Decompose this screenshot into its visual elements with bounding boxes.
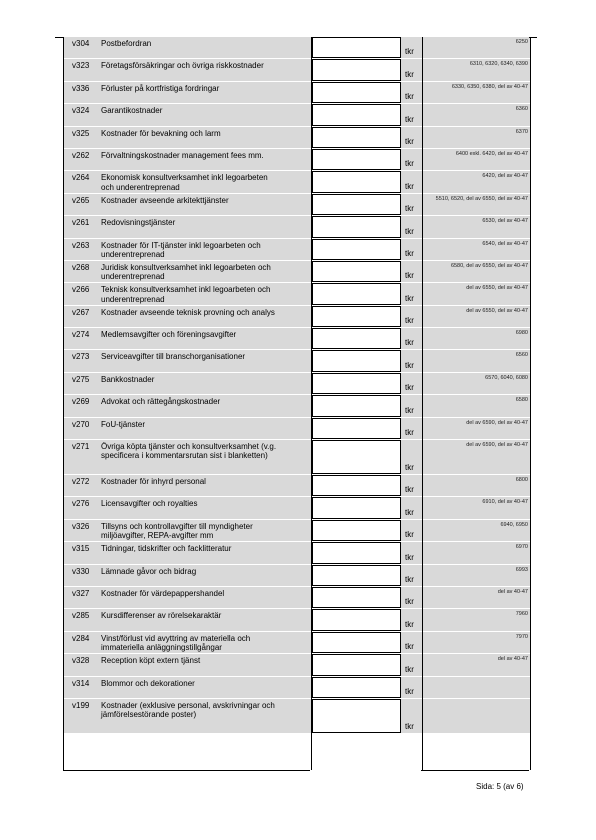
amount-input[interactable] bbox=[312, 239, 401, 260]
row-description: Ekonomisk konsultverksamhet inkl legoarbeten och underentreprenad bbox=[101, 173, 268, 192]
row-description: Medlemsavgifter och föreningsavgifter bbox=[101, 330, 237, 340]
row-code: v330 bbox=[72, 566, 90, 576]
row-description: Kostnader (exklusive personal, avskrivningar och jämförelsestörande poster) bbox=[101, 700, 275, 720]
table-row bbox=[64, 475, 530, 497]
unit-label: tkr bbox=[405, 69, 414, 79]
account-reference: 6400 exkl. 6420, del av 40-47 bbox=[455, 150, 528, 157]
table-row bbox=[64, 127, 530, 149]
table-row bbox=[64, 677, 530, 699]
account-reference: 6540, del av 40-47 bbox=[482, 240, 528, 247]
amount-input[interactable] bbox=[312, 565, 401, 586]
account-reference: 7970 bbox=[515, 633, 528, 640]
row-code: v304 bbox=[72, 39, 90, 48]
table-row bbox=[64, 194, 530, 216]
unit-label: tkr bbox=[405, 271, 414, 281]
row-description: Bankkostnader bbox=[101, 374, 155, 384]
amount-input[interactable] bbox=[312, 699, 401, 733]
unit-label: tkr bbox=[405, 159, 414, 169]
row-description: Garantikostnader bbox=[101, 106, 163, 116]
table-row bbox=[64, 542, 530, 564]
amount-input[interactable] bbox=[312, 418, 401, 439]
row-description: Förluster på kortfristiga fordringar bbox=[101, 83, 220, 93]
unit-label: tkr bbox=[405, 686, 414, 696]
table-row bbox=[64, 171, 530, 193]
account-reference: 6560 bbox=[515, 352, 528, 359]
unit-label: tkr bbox=[405, 619, 414, 629]
table-row bbox=[64, 104, 530, 126]
table-row bbox=[64, 440, 530, 475]
account-reference: del av 40-47 bbox=[497, 588, 528, 595]
row-description: Blommor och dekorationer bbox=[101, 678, 195, 688]
unit-label: tkr bbox=[405, 721, 414, 731]
cost-rows bbox=[64, 37, 530, 734]
account-reference: 6970 bbox=[515, 544, 528, 551]
account-reference: del av 6590, del av 40-47 bbox=[466, 419, 528, 426]
row-description: Licensavgifter och royalties bbox=[101, 499, 198, 509]
row-description: Kostnader avseende arkitekttjänster bbox=[101, 195, 229, 205]
amount-input[interactable] bbox=[312, 194, 401, 215]
unit-label: tkr bbox=[405, 204, 414, 214]
row-code: v265 bbox=[72, 195, 90, 205]
amount-input[interactable] bbox=[312, 328, 401, 349]
row-code: v271 bbox=[72, 442, 90, 452]
amount-input[interactable] bbox=[312, 395, 401, 416]
unit-label: tkr bbox=[405, 226, 414, 236]
account-reference: del av 40-47 bbox=[497, 656, 528, 663]
row-description: Tidningar, tidskrifter och facklitteratur bbox=[101, 544, 232, 554]
unit-label: tkr bbox=[405, 360, 414, 370]
account-reference: 6310, 6320, 6340, 6390 bbox=[469, 61, 528, 68]
row-description: Serviceavgifter till branschorganisationer bbox=[101, 352, 246, 362]
row-description: Kostnader för värdepappershandel bbox=[101, 588, 225, 598]
unit-label: tkr bbox=[405, 405, 414, 415]
table-row bbox=[64, 565, 530, 587]
corner-tick-left bbox=[55, 37, 63, 38]
account-reference: 6420, del av 40-47 bbox=[482, 173, 528, 180]
row-description: Juridisk konsultverksamhet inkl legoarbeten och underentreprenad bbox=[101, 262, 271, 282]
unit-label: tkr bbox=[405, 383, 414, 393]
account-reference: 6360 bbox=[515, 106, 528, 113]
amount-input[interactable] bbox=[312, 542, 401, 563]
row-code: v328 bbox=[72, 656, 90, 666]
amount-input[interactable] bbox=[312, 283, 401, 304]
unit-label: tkr bbox=[405, 316, 414, 326]
row-code: v315 bbox=[72, 544, 90, 554]
row-description: Kostnader avseende teknisk provning och analys bbox=[101, 307, 275, 317]
account-reference: 6530, del av 40-47 bbox=[482, 218, 528, 225]
account-reference: 6800 bbox=[515, 477, 528, 484]
row-code: v199 bbox=[72, 700, 90, 710]
unit-label: tkr bbox=[405, 485, 414, 495]
amount-input[interactable] bbox=[312, 216, 401, 237]
row-code: v269 bbox=[72, 397, 90, 407]
table-row bbox=[64, 59, 530, 81]
unit-label: tkr bbox=[405, 181, 414, 191]
unit-label: tkr bbox=[405, 530, 414, 540]
row-code: v264 bbox=[72, 173, 90, 183]
amount-input[interactable] bbox=[312, 261, 401, 282]
table-row bbox=[64, 497, 530, 519]
row-code: v268 bbox=[72, 262, 90, 272]
account-reference: 6570, 6040, 6080 bbox=[485, 374, 528, 381]
amount-input[interactable] bbox=[312, 149, 401, 170]
amount-input[interactable] bbox=[312, 497, 401, 518]
row-code: v314 bbox=[72, 678, 90, 688]
corner-tick-right bbox=[529, 37, 537, 38]
row-code: v272 bbox=[72, 477, 90, 487]
row-description: Kostnader för inhyrd personal bbox=[101, 477, 206, 487]
row-code: v285 bbox=[72, 611, 90, 621]
table-row bbox=[64, 216, 530, 238]
bottom-rule-right bbox=[421, 770, 529, 771]
unit-label: tkr bbox=[405, 293, 414, 303]
table-row bbox=[64, 587, 530, 609]
amount-input[interactable] bbox=[312, 82, 401, 103]
row-description: Övriga köpta tjänster och konsultverksamhet (v.g. specificera i kommentarsrutan sist i blanketten) bbox=[101, 442, 277, 461]
amount-input[interactable] bbox=[312, 609, 401, 630]
unit-label: tkr bbox=[405, 597, 414, 607]
row-description: Advokat och rättegångskostnader bbox=[101, 397, 221, 407]
account-reference: 6910, del av 40-47 bbox=[482, 499, 528, 506]
row-code: v274 bbox=[72, 330, 90, 340]
table-row bbox=[64, 328, 530, 350]
row-description: Kostnader för IT-tjänster inkl legoarbeten och underentreprenad bbox=[101, 240, 261, 259]
table-row bbox=[64, 654, 530, 676]
row-description: Förvaltningskostnader management fees mm. bbox=[101, 150, 264, 160]
row-code: v326 bbox=[72, 521, 90, 531]
table-row bbox=[64, 699, 530, 734]
unit-label: tkr bbox=[405, 428, 414, 438]
unit-label: tkr bbox=[405, 642, 414, 652]
form-frame bbox=[63, 37, 531, 770]
amount-input[interactable] bbox=[312, 350, 401, 371]
table-row bbox=[64, 239, 530, 261]
row-description: FoU-tjänster bbox=[101, 419, 146, 429]
page-number: Sida: 5 (av 6) bbox=[476, 782, 524, 791]
amount-input[interactable] bbox=[312, 440, 401, 474]
row-code: v266 bbox=[72, 285, 90, 295]
table-row bbox=[64, 37, 530, 59]
account-reference: del av 6590, del av 40-47 bbox=[466, 442, 528, 449]
account-reference: 6993 bbox=[515, 566, 528, 573]
input-column-divider bbox=[311, 37, 312, 770]
row-description: Redovisningstjänster bbox=[101, 218, 176, 228]
unit-label: tkr bbox=[405, 47, 414, 57]
row-description: Företagsförsäkringar och övriga riskkostnader bbox=[101, 61, 264, 71]
row-code: v325 bbox=[72, 128, 90, 138]
amount-input[interactable] bbox=[312, 654, 401, 675]
unit-label: tkr bbox=[405, 92, 414, 102]
bottom-rule-left bbox=[63, 770, 310, 771]
row-code: v324 bbox=[72, 106, 90, 116]
unit-label: tkr bbox=[405, 463, 414, 473]
row-code: v327 bbox=[72, 588, 90, 598]
account-reference: 6580, del av 6550, del av 40-47 bbox=[450, 262, 528, 269]
amount-input[interactable] bbox=[312, 475, 401, 496]
amount-input[interactable] bbox=[312, 373, 401, 394]
amount-input[interactable] bbox=[312, 104, 401, 125]
table-row bbox=[64, 306, 530, 328]
row-description: Vinst/förlust vid avyttring av materiella och immateriella anläggningstillgångar bbox=[101, 633, 251, 653]
unit-label: tkr bbox=[405, 114, 414, 124]
table-row bbox=[64, 609, 530, 631]
row-description: Kostnader för bevakning och larm bbox=[101, 128, 221, 138]
account-reference: 6940, 6950 bbox=[500, 521, 528, 528]
table-row bbox=[64, 632, 530, 654]
account-reference: 7960 bbox=[515, 611, 528, 618]
table-row bbox=[64, 418, 530, 440]
row-code: v323 bbox=[72, 61, 90, 71]
row-description: Kursdifferenser av rörelsekaraktär bbox=[101, 611, 222, 621]
account-column-divider bbox=[422, 37, 423, 770]
row-code: v284 bbox=[72, 633, 90, 643]
row-code: v263 bbox=[72, 240, 90, 250]
amount-input[interactable] bbox=[312, 59, 401, 80]
row-code: v267 bbox=[72, 307, 90, 317]
table-row bbox=[64, 149, 530, 171]
row-code: v275 bbox=[72, 374, 90, 384]
table-row bbox=[64, 283, 530, 305]
amount-input[interactable] bbox=[312, 632, 401, 653]
account-reference: del av 6550, del av 40-47 bbox=[466, 285, 528, 292]
account-reference: 6250 bbox=[515, 39, 528, 45]
table-row bbox=[64, 82, 530, 104]
amount-input[interactable] bbox=[312, 171, 401, 192]
account-reference: 5510, 6520, del av 6550, del av 40-47 bbox=[435, 195, 528, 202]
unit-label: tkr bbox=[405, 552, 414, 562]
row-code: v336 bbox=[72, 83, 90, 93]
row-code: v276 bbox=[72, 499, 90, 509]
table-row bbox=[64, 520, 530, 542]
table-row bbox=[64, 350, 530, 372]
unit-label: tkr bbox=[405, 507, 414, 517]
unit-label: tkr bbox=[405, 338, 414, 348]
table-row bbox=[64, 395, 530, 417]
row-code: v273 bbox=[72, 352, 90, 362]
unit-label: tkr bbox=[405, 136, 414, 146]
row-code: v262 bbox=[72, 150, 90, 160]
amount-input[interactable] bbox=[312, 520, 401, 541]
row-description: Lämnade gåvor och bidrag bbox=[101, 566, 197, 576]
account-reference: del av 6550, del av 40-47 bbox=[466, 307, 528, 314]
amount-input[interactable] bbox=[312, 677, 401, 698]
row-description: Teknisk konsultverksamhet inkl legoarbeten och underentreprenad bbox=[101, 285, 271, 304]
unit-label: tkr bbox=[405, 664, 414, 674]
row-description: Tillsyns och kontrollavgifter till myndigheter miljöavgifter, REPA-avgifter mm bbox=[101, 521, 253, 541]
account-reference: 6330, 6350, 6380, del av 40-47 bbox=[451, 83, 528, 90]
row-code: v261 bbox=[72, 218, 90, 228]
table-row bbox=[64, 261, 530, 283]
account-reference: 6580 bbox=[515, 397, 528, 404]
account-reference: 6370 bbox=[515, 128, 528, 135]
unit-label: tkr bbox=[405, 248, 414, 258]
amount-input[interactable] bbox=[312, 587, 401, 608]
unit-label: tkr bbox=[405, 574, 414, 584]
row-code: v270 bbox=[72, 419, 90, 429]
row-description: Postbefordran bbox=[101, 39, 152, 48]
account-reference: 6980 bbox=[515, 330, 528, 337]
amount-input[interactable] bbox=[312, 37, 401, 58]
table-row bbox=[64, 373, 530, 395]
row-description: Reception köpt extern tjänst bbox=[101, 656, 201, 666]
amount-input[interactable] bbox=[312, 127, 401, 148]
amount-input[interactable] bbox=[312, 306, 401, 327]
